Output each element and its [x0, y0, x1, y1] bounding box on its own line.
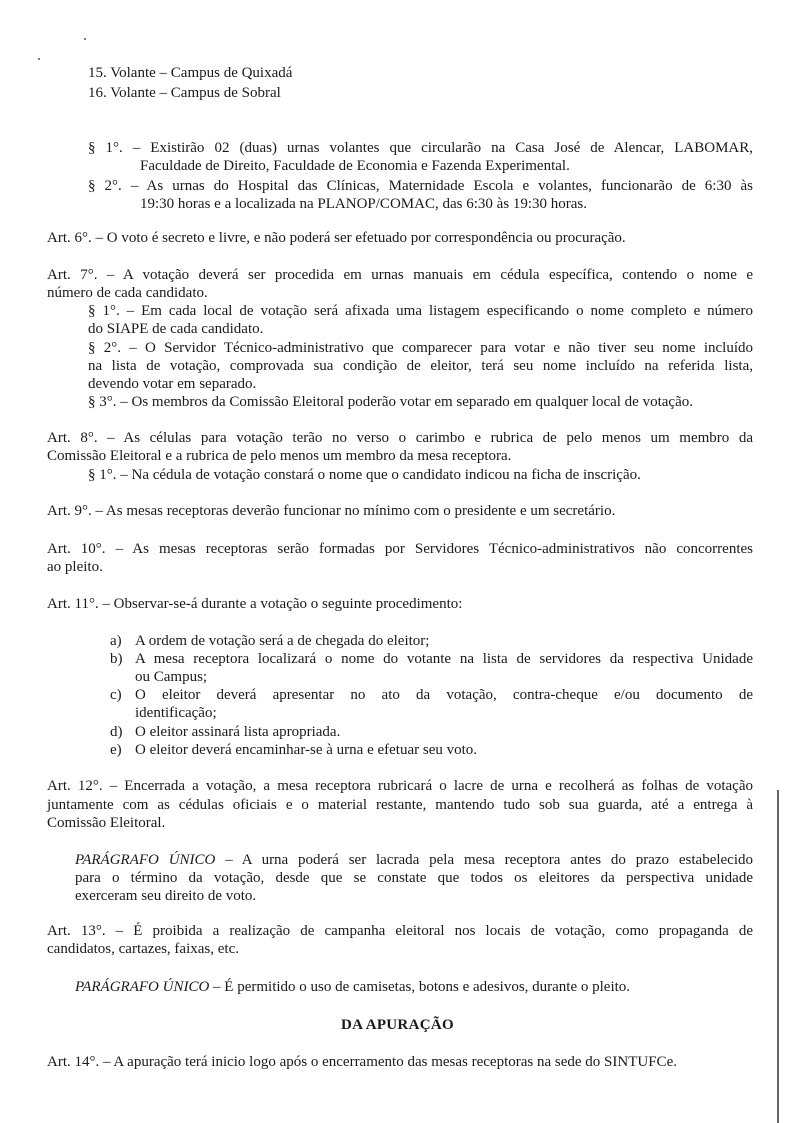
list-item: 16. Volante – Campus de Sobral	[88, 85, 281, 101]
article-11: Art. 11°. – Observar-se-á durante a votação o seguinte procedimento:	[47, 596, 463, 612]
article-6: Art. 6°. – O voto é secreto e livre, e não poderá ser efetuado por correspondência ou procuração.	[47, 230, 626, 246]
paragraph-unico-label: PARÁGRAFO ÚNICO	[75, 979, 210, 995]
paragraph-8-1: § 1°. – Na cédula de votação constará o nome que o candidato indicou na ficha de inscrição.	[88, 467, 641, 483]
scan-speck	[84, 38, 86, 40]
list-item: 15. Volante – Campus de Quixadá	[88, 65, 293, 81]
paragraph-unico-13: PARÁGRAFO ÚNICO – É permitido o uso de camisetas, botons e adesivos, durante o pleito.	[75, 979, 631, 995]
section-heading: DA APURAÇÃO	[341, 1017, 454, 1033]
scan-edge-line	[777, 790, 779, 1123]
paragraph-7-3: § 3°. – Os membros da Comissão Eleitoral poderão votar em separado em qualquer local de votação.	[88, 394, 693, 410]
article-9: Art. 9°. – As mesas receptoras deverão funcionar no mínimo com o presidente e um secretário.	[47, 503, 616, 519]
scan-speck	[38, 58, 40, 60]
article-14: Art. 14°. – A apuração terá inicio logo após o encerramento das mesas receptoras na sede do SINTUFCe.	[47, 1054, 677, 1070]
paragraph-unico-label: PARÁGRAFO ÚNICO	[75, 852, 216, 868]
